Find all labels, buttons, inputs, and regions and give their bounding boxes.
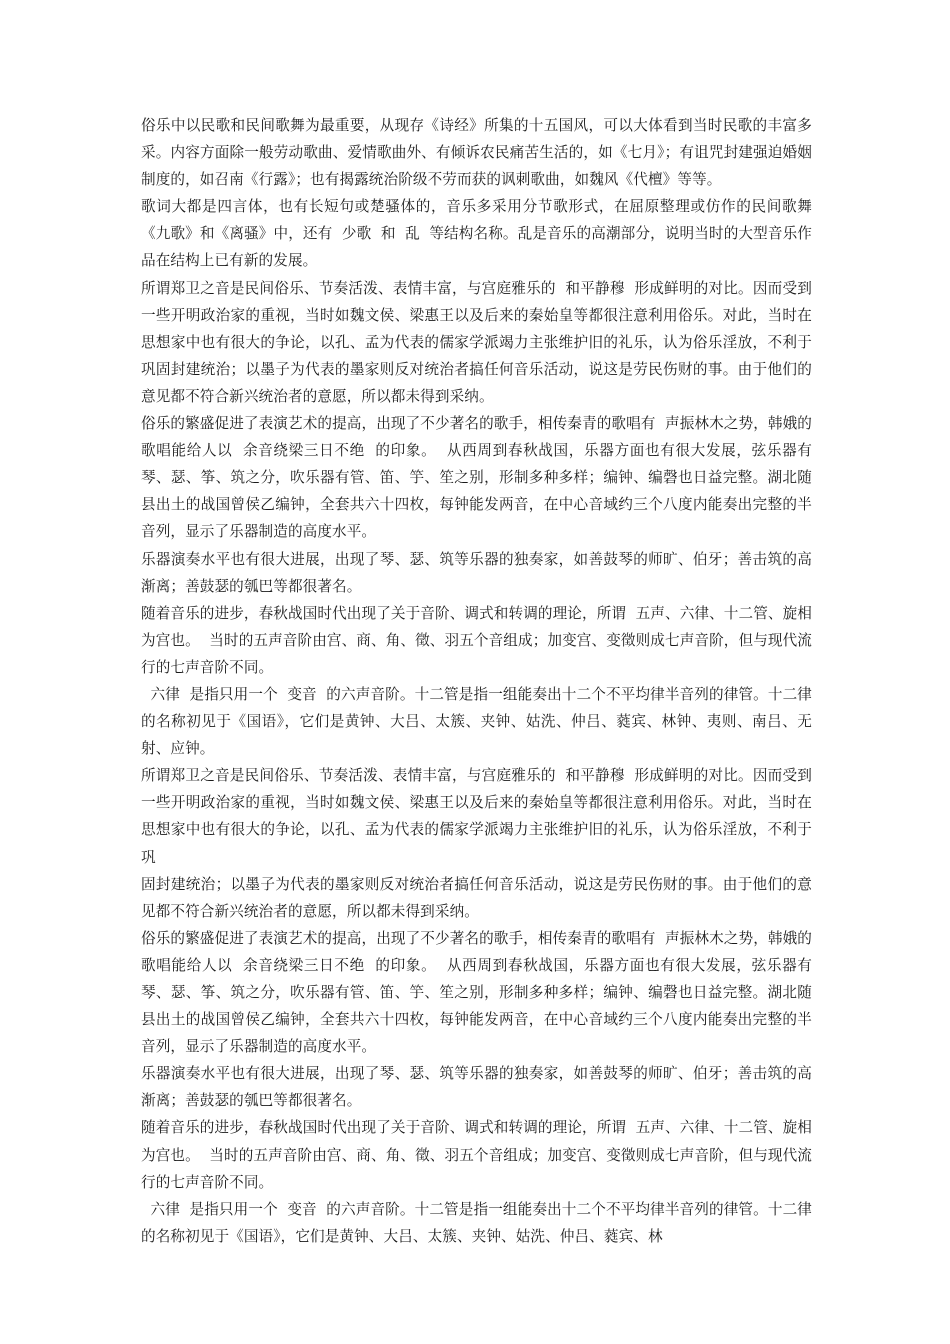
paragraph-2: 歌词大都是四言体，也有长短句或楚骚体的，音乐多采用分节歌形式，在屈原整理或仿作的民间歌舞《九歌》和《离骚》中，还有 少歌 和 乱 等结构名称。乱是音乐的高潮部分，说明当时的大型音乐作品在结构上已有新的发展。	[141, 198, 812, 270]
paragraph-5: 乐器演奏水平也有很大进展，出现了琴、瑟、筑等乐器的独奏家，如善鼓琴的师旷、伯牙；善击筑的高渐离；善鼓瑟的瓠巴等都很著名。	[141, 550, 812, 595]
paragraph-11: 乐器演奏水平也有很大进展，出现了琴、瑟、筑等乐器的独奏家，如善鼓琴的师旷、伯牙；善击筑的高渐离；善鼓瑟的瓠巴等都很著名。	[141, 1065, 812, 1110]
paragraph-10: 俗乐的繁盛促进了表演艺术的提高，出现了不少著名的歌手，相传秦青的歌唱有 声振林木之势，韩娥的歌唱能给人以 余音绕梁三日不绝 的印象。 从西周到春秋战国，乐器方面也有很大发展，弦乐器有琴、瑟、筝、筑之分，吹乐器有管、笛、竽、笙之别，形制多种多样；编钟、编磬也日益完整。湖北随县出土的战国曾侯乙编钟，全套共六十四枚，每钟能发两音，在中心音域约三个八度内能奏出完整的半音列，显示了乐器制造的高度水平。	[141, 929, 812, 1056]
paragraph-12: 随着音乐的进步，春秋战国时代出现了关于音阶、调式和转调的理论，所谓 五声、六律、十二管、旋相为宫也。 当时的五声音阶由宫、商、角、徵、羽五个音组成；加变宫、变徵则成七声音阶，但与现代流行的七声音阶不同。	[141, 1119, 812, 1191]
paragraph-9: 固封建统治；以墨子为代表的墨家则反对统治者搞任何音乐活动，说这是劳民伤财的事。由于他们的意见都不符合新兴统治者的意愿，所以都未得到采纳。	[141, 875, 812, 920]
paragraph-3: 所谓郑卫之音是民间俗乐、节奏活泼、表情丰富，与宫庭雅乐的 和平静穆 形成鲜明的对比。因而受到一些开明政治家的重视，当时如魏文侯、梁惠王以及后来的秦始皇等都很注意利用俗乐。对此，当时在思想家中也有很大的争论，以孔、孟为代表的儒家学派竭力主张维护旧的礼乐，认为俗乐淫放，不利于巩固封建统治；以墨子为代表的墨家则反对统治者搞任何音乐活动，说这是劳民伤财的事。由于他们的意见都不符合新兴统治者的意愿，所以都未得到采纳。	[141, 279, 812, 405]
paragraph-4: 俗乐的繁盛促进了表演艺术的提高，出现了不少著名的歌手，相传秦青的歌唱有 声振林木之势，韩娥的歌唱能给人以 余音绕梁三日不绝 的印象。 从西周到春秋战国，乐器方面也有很大发展，弦乐器有琴、瑟、筝、筑之分，吹乐器有管、笛、竽、笙之别，形制多种多样；编钟、编磬也日益完整。湖北随县出土的战国曾侯乙编钟，全套共六十四枚，每钟能发两音，在中心音域约三个八度内能奏出完整的半音列，显示了乐器制造的高度水平。	[141, 415, 812, 541]
paragraph-7: 六律 是指只用一个 变音 的六声音阶。十二管是指一组能奏出十二个不平均律半音列的律管。十二律的名称初见于《国语》，它们是黄钟、大吕、太簇、夹钟、姑洗、仲吕、蕤宾、林钟、夷则、南吕、无射、应钟。	[141, 685, 812, 758]
paragraph-6: 随着音乐的进步，春秋战国时代出现了关于音阶、调式和转调的理论，所谓 五声、六律、十二管、旋相为宫也。 当时的五声音阶由宫、商、角、徵、羽五个音组成；加变宫、变徵则成七声音阶，但与现代流行的七声音阶不同。	[141, 604, 812, 676]
document-page	[141, 112, 812, 1250]
paragraph-13: 六律 是指只用一个 变音 的六声音阶。十二管是指一组能奏出十二个不平均律半音列的律管。十二律的名称初见于《国语》，它们是黄钟、大吕、太簇、夹钟、姑洗、仲吕、蕤宾、林	[141, 1200, 812, 1245]
paragraph-1: 俗乐中以民歌和民间歌舞为最重要，从现存《诗经》所集的十五国风，可以大体看到当时民歌的丰富多采。内容方面除一般劳动歌曲、爱情歌曲外、有倾诉农民痛苦生活的，如《七月》；有诅咒封建强迫婚姻制度的，如召南《行露》；也有揭露统治阶级不劳而获的讽刺歌曲，如魏风《代檀》等等。	[141, 117, 812, 189]
paragraph-8: 所谓郑卫之音是民间俗乐、节奏活泼、表情丰富，与宫庭雅乐的 和平静穆 形成鲜明的对比。因而受到一些开明政治家的重视，当时如魏文侯、梁惠王以及后来的秦始皇等都很注意利用俗乐。对此，当时在思想家中也有很大的争论，以孔、孟为代表的儒家学派竭力主张维护旧的礼乐，认为俗乐淫放，不利于巩	[141, 767, 812, 866]
